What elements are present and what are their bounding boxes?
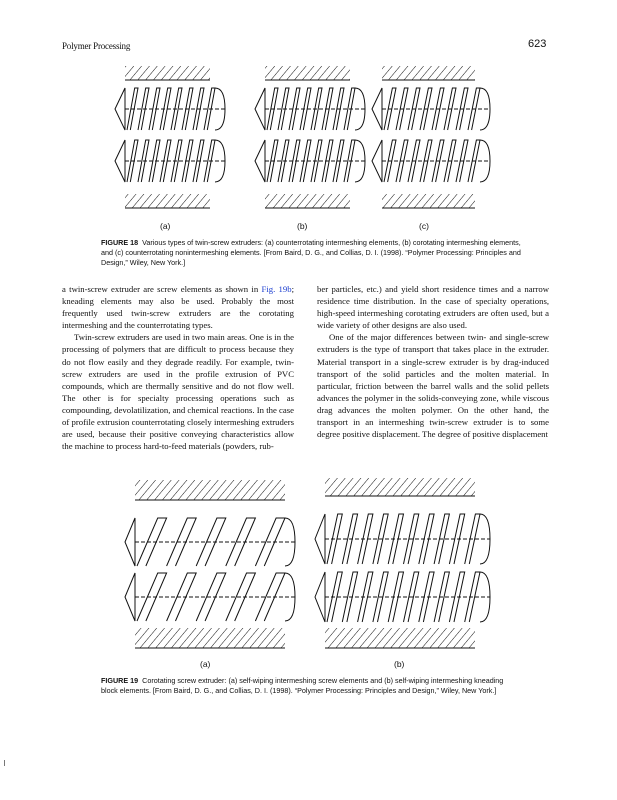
barrel-bottom-18-1 (265, 194, 350, 208)
screw-upper-18-0 (115, 88, 225, 130)
barrel-top-18-1 (265, 66, 350, 80)
screw-upper-18-1 (255, 88, 365, 130)
barrel-top-19-a (135, 480, 285, 500)
body-left-column (62, 283, 294, 452)
figure-19-label-b: (b) (394, 659, 405, 669)
figure-19-caption-label: FIGURE 19 (101, 676, 139, 685)
screw-upper-19-a (125, 518, 295, 566)
left-paragraph-2: Twin-screw extruders are used in two main areas. One is in the processing of polymers that are difficult to process because they do not flow easily and they degrade readily. For example, twin-screw extruders are used in the profile extrusion of PVC compounds, which are thermally sensitive and do not flow well. The other is for specialty processing operations such as compounding, devolatilization, and chemical reactions. In the case of profile extrusion counterrotating closely intermeshing extruders are used, because their positive conveying characteristics allow the machine to process hard-to-feed materials (powders, rub- (62, 332, 294, 452)
left-p1-after: ; kneading elements may also be used. Probably the most frequently used twin-screw extruders are the corotating intermeshing and the counterrotating types. (62, 284, 294, 331)
figure-18-illustration (110, 66, 510, 214)
screw-lower-19-b (315, 572, 490, 622)
screw-lower-19-a (125, 573, 295, 621)
screw-lower-18-1 (255, 140, 365, 182)
running-title: Polymer Processing (62, 41, 131, 51)
barrel-bottom-18-0 (125, 194, 210, 208)
figure-18-caption-text: Various types of twin-screw extruders: (a) counterrotating intermeshing elements, (b) corotating intermeshing elements, and (c) counterrotating nonintermeshing elements. [From Baird, D. G., and Collias, D. I. (1998). “Polymer Processing: Principles and Design,” Wiley, New York.] (101, 238, 521, 267)
barrel-top-18-0 (125, 66, 210, 80)
figure-19-illustration (110, 478, 510, 654)
screw-lower-18-0 (115, 140, 225, 182)
left-p1-before: a twin-screw extruder are screw elements as shown in (62, 284, 262, 294)
figure-18-label-a: (a) (160, 221, 171, 231)
barrel-bottom-18-2 (382, 194, 475, 208)
figure-19-caption-text: Corotating screw extruder: (a) self-wiping intermeshing screw elements and (b) self-wiping intermeshing kneading block elements. [From Baird, D. G., and Collias, D. I. (1998). “Polymer Processing: Principles and Design,” Wiley, New York.] (101, 676, 504, 695)
screw-upper-19-b (315, 514, 490, 564)
fig-19b-link[interactable]: Fig. 19b (261, 284, 292, 294)
barrel-top-19-b (325, 478, 475, 496)
barrel-top-18-2 (382, 66, 475, 80)
right-paragraph-1: ber particles, etc.) and yield short residence times and a narrow residence time distribution. In the case of specialty operations, high-speed intermeshing corotating extruders are often used, but a wide variety of other designs are also used. (317, 284, 549, 331)
figure-18-label-b: (b) (297, 221, 308, 231)
screw-lower-18-2 (372, 140, 490, 182)
barrel-bottom-19-a (135, 628, 285, 648)
screw-upper-18-2 (372, 88, 490, 130)
page-number: 623 (528, 38, 547, 50)
figure-18-label-c: (c) (419, 221, 429, 231)
edge-mark (4, 760, 5, 766)
body-right-column (317, 283, 549, 440)
right-paragraph-2: One of the major differences between twin- and single-screw extruders is the type of transport that takes place in the extruder. Material transport in a single-screw extruder is by drag-induced transport of the solid particles and the molten material. In particular, friction between the barrel walls and the solid pellets advances the polymer in the solids-conveying zone, while viscous drag advances the molten polymer. On the other hand, the transport in an intermeshing twin-screw extruder is to some degree positive displacement. The degree of positive displacement (317, 332, 549, 440)
figure-19-caption (101, 676, 519, 696)
figure-19-label-a: (a) (200, 659, 211, 669)
figure-18-caption-label: FIGURE 18 (101, 238, 139, 247)
figure-18-caption (101, 238, 521, 268)
barrel-bottom-19-b (325, 628, 475, 648)
left-paragraph-1 (62, 283, 294, 331)
